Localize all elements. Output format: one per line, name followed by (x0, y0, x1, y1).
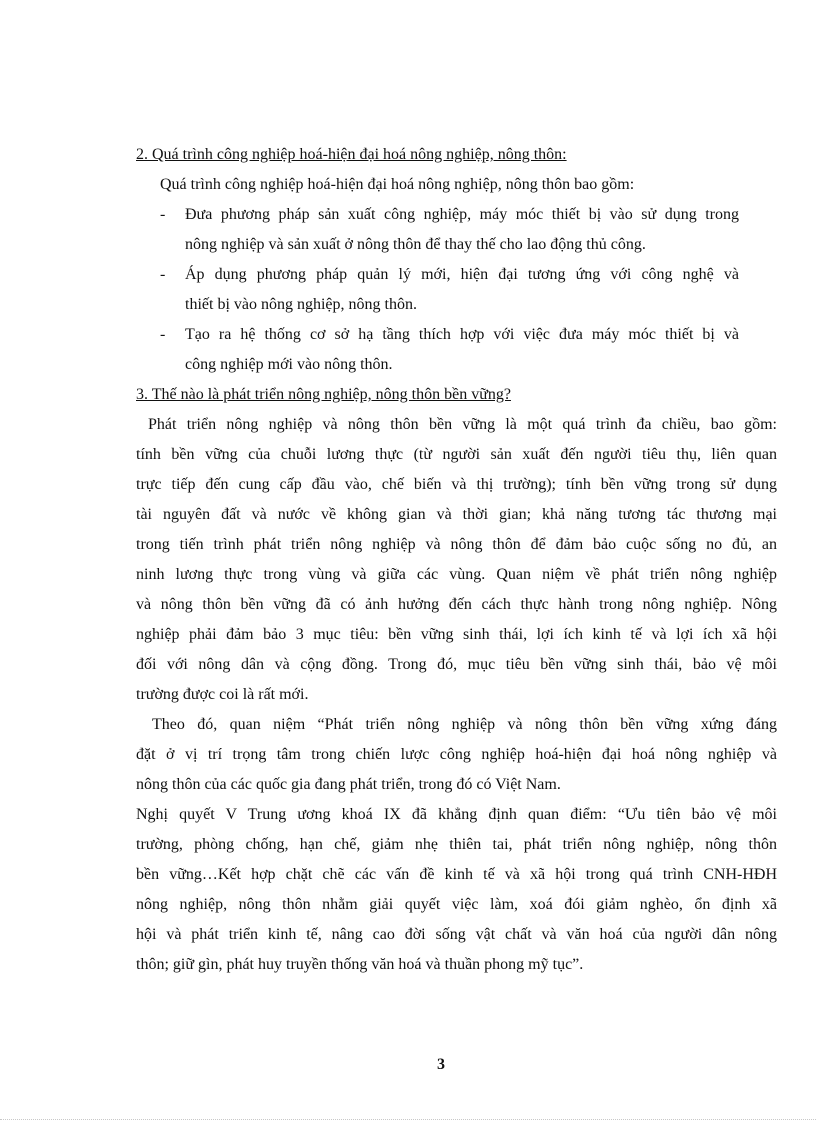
paragraph-line: nghiệp phải đảm bảo 3 mục tiêu: bền vững sinh thái, lợi ích kinh tế và lợi ích xã hội (136, 626, 777, 643)
bullet-marker: - (160, 206, 166, 223)
section-3-heading: 3. Thế nào là phát triển nông nghiệp, nông thôn bền vững? (136, 386, 511, 403)
bullet-3-line-2: công nghiệp mới vào nông thôn. (185, 356, 393, 373)
paragraph-line: trong tiến trình phát triển nông nghiệp và nông thôn để đảm bảo cuộc sống no đủ, an (136, 536, 777, 553)
paragraph-line: ninh lương thực trong vùng và giữa các vùng. Quan niệm về phát triển nông nghiệp (136, 566, 777, 583)
paragraph-line: bền vững…Kết hợp chặt chẽ các vấn đề kinh tế và xã hội trong quá trình CNH-HĐH (136, 866, 777, 883)
bullet-2-line-2: thiết bị vào nông nghiệp, nông thôn. (185, 296, 417, 313)
bullet-marker: - (160, 326, 166, 343)
paragraph-line: trực tiếp đến cung cấp đầu vào, chế biến và thị trường); tính bền vững trong sử dụng (136, 476, 777, 493)
page-bottom-divider (0, 1119, 816, 1120)
paragraph-line: Phát triển nông nghiệp và nông thôn bền vững là một quá trình đa chiều, bao gồm: (148, 416, 777, 433)
paragraph-line: thôn; giữ gìn, phát huy truyền thống văn hoá và thuần phong mỹ tục”. (136, 956, 584, 973)
paragraph-line: trường, phòng chống, hạn chế, giảm nhẹ thiên tai, phát triển nông nghiệp, nông thôn (136, 836, 777, 853)
paragraph-line: tài nguyên đất và nước về không gian và thời gian; khả năng tương tác thương mại (136, 506, 777, 523)
bullet-3-line-1: Tạo ra hệ thống cơ sở hạ tầng thích hợp với việc đưa máy móc thiết bị và (185, 326, 739, 343)
section-2-intro: Quá trình công nghiệp hoá-hiện đại hoá nông nghiệp, nông thôn bao gồm: (160, 176, 635, 193)
bullet-1-line-2: nông nghiệp và sản xuất ở nông thôn để thay thế cho lao động thủ công. (185, 236, 646, 253)
paragraph-line: trường được coi là rất mới. (136, 686, 309, 703)
paragraph-line: Nghị quyết V Trung ương khoá IX đã khẳng định quan điểm: “Ưu tiên bảo vệ môi (136, 806, 777, 823)
bullet-marker: - (160, 266, 166, 283)
page-number: 3 (437, 1056, 445, 1073)
bullet-1-line-1: Đưa phương pháp sản xuất công nghiệp, máy móc thiết bị vào sử dụng trong (185, 206, 739, 223)
paragraph-line: nông nghiệp, nông thôn nhằm giải quyết việc làm, xoá đói giảm nghèo, ổn định xã (136, 896, 777, 913)
paragraph-line: tính bền vững của chuỗi lương thực (từ người sản xuất đến người tiêu thụ, liên quan (136, 446, 777, 463)
paragraph-line: hội và phát triển kinh tế, nâng cao đời sống vật chất và văn hoá của người dân nông (136, 926, 777, 943)
section-2-heading: 2. Quá trình công nghiệp hoá-hiện đại hoá nông nghiệp, nông thôn: (136, 146, 567, 163)
paragraph-line: đối với nông dân và cộng đồng. Trong đó, mục tiêu bền vững sinh thái, bảo vệ môi (136, 656, 777, 673)
paragraph-line: Theo đó, quan niệm “Phát triển nông nghiệp và nông thôn bền vững xứng đáng (152, 716, 777, 733)
bullet-2-line-1: Áp dụng phương pháp quản lý mới, hiện đại tương ứng với công nghệ và (185, 266, 739, 283)
paragraph-line: và nông thôn bền vững đã có ảnh hưởng đến cách thực hành trong nông nghiệp. Nông (136, 596, 777, 613)
paragraph-line: nông thôn của các quốc gia đang phát triển, trong đó có Việt Nam. (136, 776, 561, 793)
paragraph-line: đặt ở vị trí trọng tâm trong chiến lược công nghiệp hoá-hiện đại hoá nông nghiệp và (136, 746, 777, 763)
